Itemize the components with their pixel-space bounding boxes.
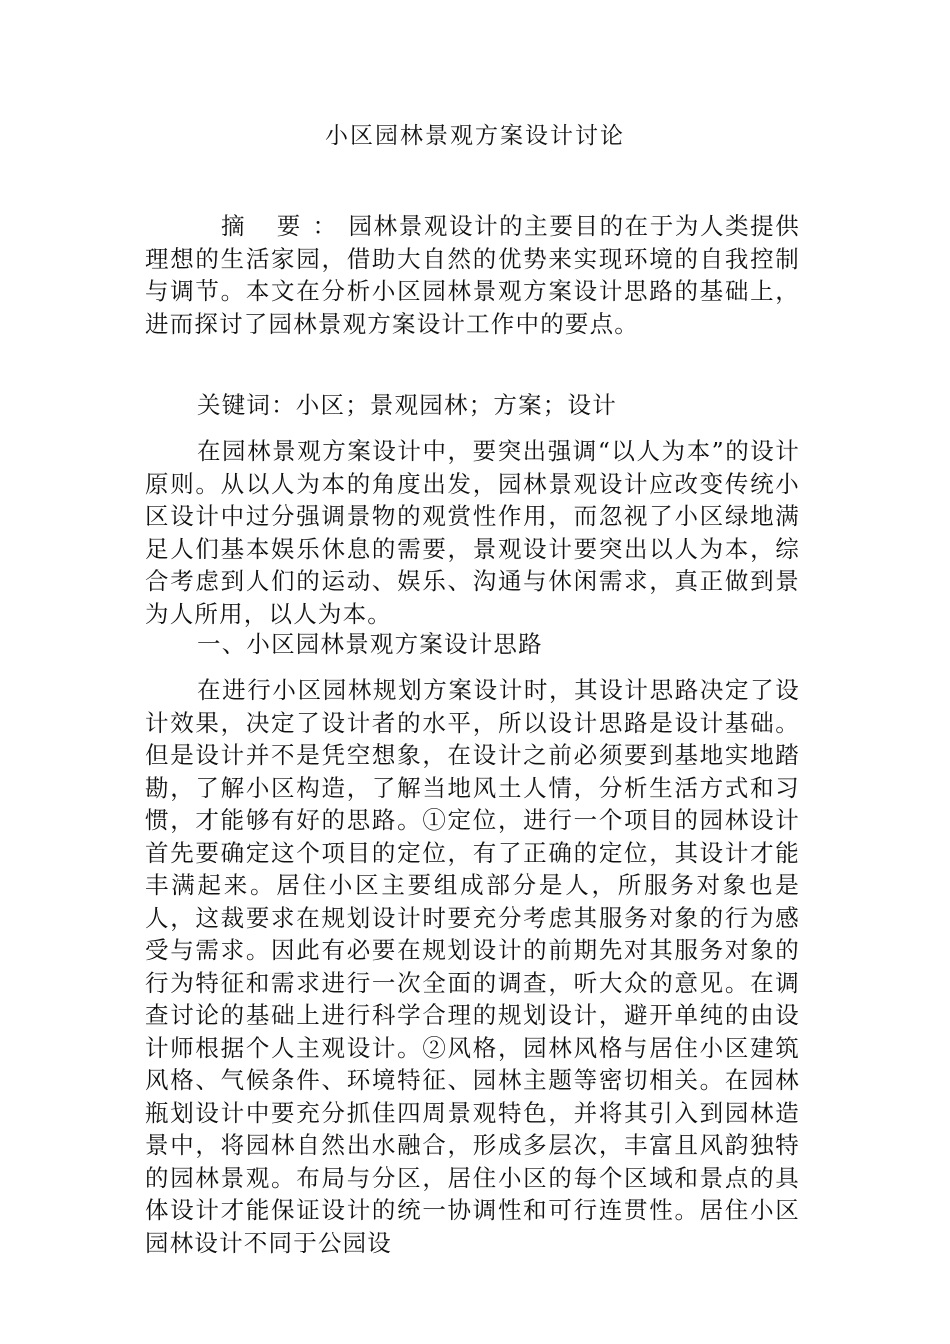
body-paragraph-1: 在园林景观方案设计中，要突出强调“以人为本”的设计原则。从以人为本的角度出发，园林景观设计应改变传统小区设计中过分强调景物的观赏性作用，而忽视了小区绿地满足人们基本娱乐休息的需要，景观设计要突出以人为本，综合考虑到人们的运动、娱乐、沟通与休闲需求，真正做到景为人所用，以人为本。: [145, 437, 800, 628]
abstract-text: 园林景观设计的主要目的在于为人类提供理想的生活家园，借助大自然的优势来实现环境的自我控制与调节。本文在分析小区园林景观方案设计思路的基础上，进而探讨了园林景观方案设计工作中的要点。: [145, 212, 800, 338]
section-heading-1: 一、小区园林景观方案设计思路: [197, 630, 543, 658]
abstract-label: 摘 要：: [221, 212, 349, 240]
abstract-paragraph: [145, 210, 800, 340]
keywords-line: 关键词：小区；景观园林；方案；设计: [197, 391, 617, 419]
document-title: 小区园林景观方案设计讨论: [325, 123, 625, 149]
body-paragraph-2: 在进行小区园林规划方案设计时，其设计思路决定了设计效果，决定了设计者的水平，所以设计思路是设计基础。但是设计并不是凭空想象，在设计之前必须要到基地实地踏勘，了解小区构造，了解当地风土人情，分析生活方式和习惯，才能够有好的思路。①定位，进行一个项目的园林设计首先要确定这个项目的定位，有了正确的定位，其设计才能丰满起来。居住小区主要组成部分是人，所服务对象也是人，这裁要求在规划设计时要充分考虑其服务对象的行为感受与需求。因此有必要在规划设计的前期先对其服务对象的行为特征和需求进行一次全面的调查，听大众的意见。在调查讨论的基础上进行科学合理的规划设计，避开单纯的由设计师根据个人主观设计。②风格，园林风格与居住小区建筑风格、气候条件、环境特征、园林主题等密切相关。在园林瓶划设计中要充分抓佳四周景观特色，并将其引入到园林造景中，将园林自然出水融合，形成多层次，丰富且风韵独特的园林景观。布局与分区，居住小区的每个区域和景点的具体设计才能保证设计的统一协调性和可行连贯性。居住小区园林设计不同于公园设: [145, 676, 800, 1257]
